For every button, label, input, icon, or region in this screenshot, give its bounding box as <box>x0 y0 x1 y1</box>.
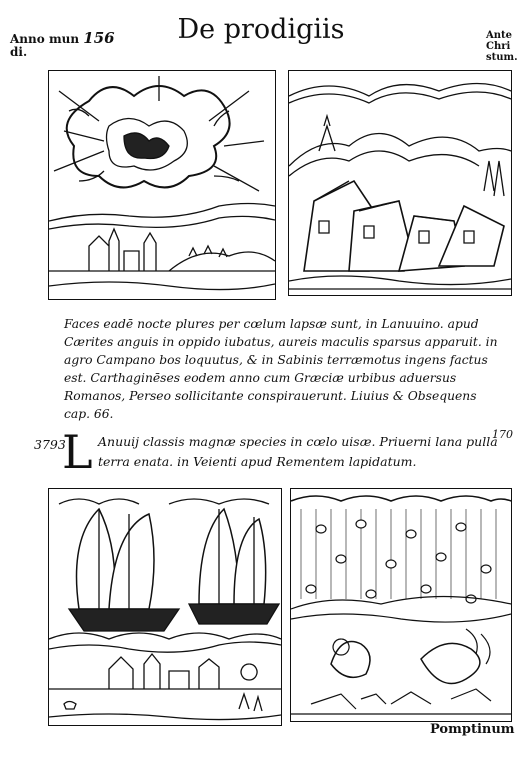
woodcut-comets-over-city <box>48 70 276 300</box>
ships-woodcut-illustration <box>49 489 281 725</box>
earthquake-woodcut-illustration <box>289 71 511 295</box>
header-right-label <box>486 30 522 63</box>
comets-woodcut-illustration <box>49 71 275 299</box>
margin-year-right: 170 <box>492 428 513 441</box>
margin-year-left: 3793 <box>34 437 66 452</box>
woodcut-ships-in-sky <box>48 488 282 726</box>
woodcut-earthquake-town <box>288 70 512 296</box>
anno-mundi-number: 156 <box>83 29 115 47</box>
ante-christum-label: Ante Chri <box>486 30 513 52</box>
prodigy-paragraph: Faces eadē nocte plures per cœlum lapsæ sunt, in Lanuuino. apud Cærites anguis in oppido iubatus, aureis maculis sparsus apparuit. in agro Campano bos loquutus, & in Sabinis terræmotus ingens factus est. Carthaginēses eodem anno cum Græciæ urbibus aduersus Romanos, Perseo sollicitante conspirauerunt. Liuius & Obsequens cap. 66. <box>64 317 498 421</box>
anno-mundi-label: Anno mun <box>10 32 80 46</box>
initial-letter: L <box>62 425 93 479</box>
woodcut-stone-rain <box>290 488 512 722</box>
stone-rain-woodcut-illustration <box>291 489 511 721</box>
catchword: Pomptinum <box>430 722 515 737</box>
page-title: De prodigiis <box>177 14 345 45</box>
anno-mundi-sub: di. <box>10 45 28 59</box>
prodigy-entry: Anuuij classis magnæ species in cœlo uisæ. Priuerni lana pulla terra enata. in Veienti apud Rementem lapidatum. <box>98 434 498 469</box>
ante-christum-sub: stum. <box>486 52 518 63</box>
